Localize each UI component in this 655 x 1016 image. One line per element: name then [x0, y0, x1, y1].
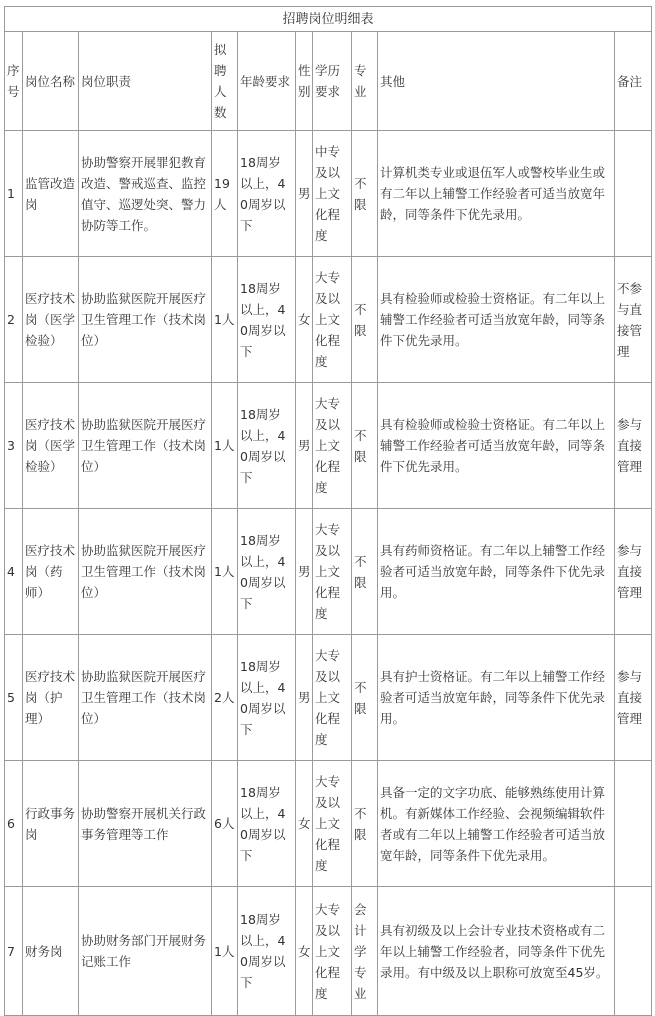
cell-gender: 男 — [296, 635, 313, 761]
header-name: 岗位名称 — [23, 32, 79, 131]
cell-remark — [615, 131, 652, 257]
cell-major: 不限 — [352, 761, 378, 887]
header-seq: 序号 — [5, 32, 23, 131]
cell-count: 1人 — [212, 887, 238, 1016]
cell-remark — [615, 887, 652, 1016]
table-row — [5, 635, 652, 761]
cell-edu: 大专及以上文化程度 — [313, 635, 352, 761]
cell-edu: 大专及以上文化程度 — [313, 761, 352, 887]
cell-other: 具备一定的文字功底、能够熟练使用计算机。有新媒体工作经验、会视频编辑软件者或有二年以上辅警工作经验者可适当放宽年龄，同等条件下优先录用。 — [378, 761, 615, 887]
cell-count: 1人 — [212, 257, 238, 383]
cell-gender: 男 — [296, 509, 313, 635]
cell-remark — [615, 761, 652, 887]
cell-seq: 5 — [5, 635, 23, 761]
cell-seq: 1 — [5, 131, 23, 257]
title-row — [5, 7, 652, 32]
cell-count: 1人 — [212, 383, 238, 509]
cell-duty: 协助监狱医院开展医疗卫生管理工作（技术岗位） — [79, 383, 212, 509]
cell-name: 行政事务岗 — [23, 761, 79, 887]
cell-edu: 中专及以上文化程度 — [313, 131, 352, 257]
cell-name: 医疗技术岗（护理） — [23, 635, 79, 761]
cell-gender: 女 — [296, 887, 313, 1016]
cell-edu: 大专及以上文化程度 — [313, 887, 352, 1016]
cell-other: 具有检验师或检验士资格证。有二年以上辅警工作经验者可适当放宽年龄，同等条件下优先录用。 — [378, 257, 615, 383]
cell-remark: 参与直接管理 — [615, 383, 652, 509]
cell-remark: 参与直接管理 — [615, 509, 652, 635]
cell-major: 不限 — [352, 383, 378, 509]
cell-gender: 女 — [296, 257, 313, 383]
header-row — [5, 32, 652, 131]
cell-seq: 7 — [5, 887, 23, 1016]
cell-other: 具有检验师或检验士资格证。有二年以上辅警工作经验者可适当放宽年龄，同等条件下优先录用。 — [378, 383, 615, 509]
header-major: 专业 — [352, 32, 378, 131]
table-row — [5, 257, 652, 383]
cell-count: 1人 — [212, 509, 238, 635]
cell-remark: 不参与直接管理 — [615, 257, 652, 383]
cell-seq: 3 — [5, 383, 23, 509]
cell-gender: 男 — [296, 131, 313, 257]
cell-seq: 4 — [5, 509, 23, 635]
cell-major: 不限 — [352, 131, 378, 257]
cell-name: 财务岗 — [23, 887, 79, 1016]
cell-duty: 协助监狱医院开展医疗卫生管理工作（技术岗位） — [79, 257, 212, 383]
header-other: 其他 — [378, 32, 615, 131]
cell-age: 18周岁以上，40周岁以下 — [238, 131, 296, 257]
cell-age: 18周岁以上，40周岁以下 — [238, 509, 296, 635]
table-title: 招聘岗位明细表 — [5, 7, 652, 32]
cell-major: 会计学专业 — [352, 887, 378, 1016]
cell-duty: 协助财务部门开展财务记账工作 — [79, 887, 212, 1016]
cell-seq: 2 — [5, 257, 23, 383]
cell-count: 6人 — [212, 761, 238, 887]
header-remark: 备注 — [615, 32, 652, 131]
cell-remark: 参与直接管理 — [615, 635, 652, 761]
cell-edu: 大专及以上文化程度 — [313, 257, 352, 383]
recruitment-table — [4, 6, 652, 1016]
header-age: 年龄要求 — [238, 32, 296, 131]
cell-major: 不限 — [352, 509, 378, 635]
table-row — [5, 509, 652, 635]
cell-major: 不限 — [352, 635, 378, 761]
cell-duty: 协助监狱医院开展医疗卫生管理工作（技术岗位） — [79, 509, 212, 635]
cell-duty: 协助警察开展罪犯教育改造、警戒巡查、监控值守、巡逻处突、警力协防等工作。 — [79, 131, 212, 257]
cell-count: 19人 — [212, 131, 238, 257]
cell-duty: 协助监狱医院开展医疗卫生管理工作（技术岗位） — [79, 635, 212, 761]
cell-age: 18周岁以上，40周岁以下 — [238, 383, 296, 509]
cell-edu: 大专及以上文化程度 — [313, 509, 352, 635]
cell-gender: 男 — [296, 383, 313, 509]
cell-age: 18周岁以上，40周岁以下 — [238, 257, 296, 383]
cell-count: 2人 — [212, 635, 238, 761]
cell-major: 不限 — [352, 257, 378, 383]
header-duty: 岗位职责 — [79, 32, 212, 131]
table-row — [5, 131, 652, 257]
header-edu: 学历要求 — [313, 32, 352, 131]
cell-seq: 6 — [5, 761, 23, 887]
cell-edu: 大专及以上文化程度 — [313, 383, 352, 509]
cell-name: 医疗技术岗（医学检验） — [23, 257, 79, 383]
cell-other: 具有初级及以上会计专业技术资格或有二年以上辅警工作经验者，同等条件下优先录用。有中级及以上职称可放宽至45岁。 — [378, 887, 615, 1016]
cell-other: 具有护士资格证。有二年以上辅警工作经验者可适当放宽年龄，同等条件下优先录用。 — [378, 635, 615, 761]
cell-age: 18周岁以上，40周岁以下 — [238, 887, 296, 1016]
table-row — [5, 383, 652, 509]
header-gender: 性别 — [296, 32, 313, 131]
cell-name: 医疗技术岗（医学检验） — [23, 383, 79, 509]
header-count: 拟聘人数 — [212, 32, 238, 131]
cell-name: 监管改造岗 — [23, 131, 79, 257]
cell-duty: 协助警察开展机关行政事务管理等工作 — [79, 761, 212, 887]
cell-age: 18周岁以上，40周岁以下 — [238, 761, 296, 887]
cell-age: 18周岁以上，40周岁以下 — [238, 635, 296, 761]
cell-name: 医疗技术岗（药师） — [23, 509, 79, 635]
cell-other: 计算机类专业或退伍军人或警校毕业生或有二年以上辅警工作经验者可适当放宽年龄，同等条件下优先录用。 — [378, 131, 615, 257]
cell-gender: 女 — [296, 761, 313, 887]
table-row — [5, 887, 652, 1016]
table-row — [5, 761, 652, 887]
cell-other: 具有药师资格证。有二年以上辅警工作经验者可适当放宽年龄，同等条件下优先录用。 — [378, 509, 615, 635]
